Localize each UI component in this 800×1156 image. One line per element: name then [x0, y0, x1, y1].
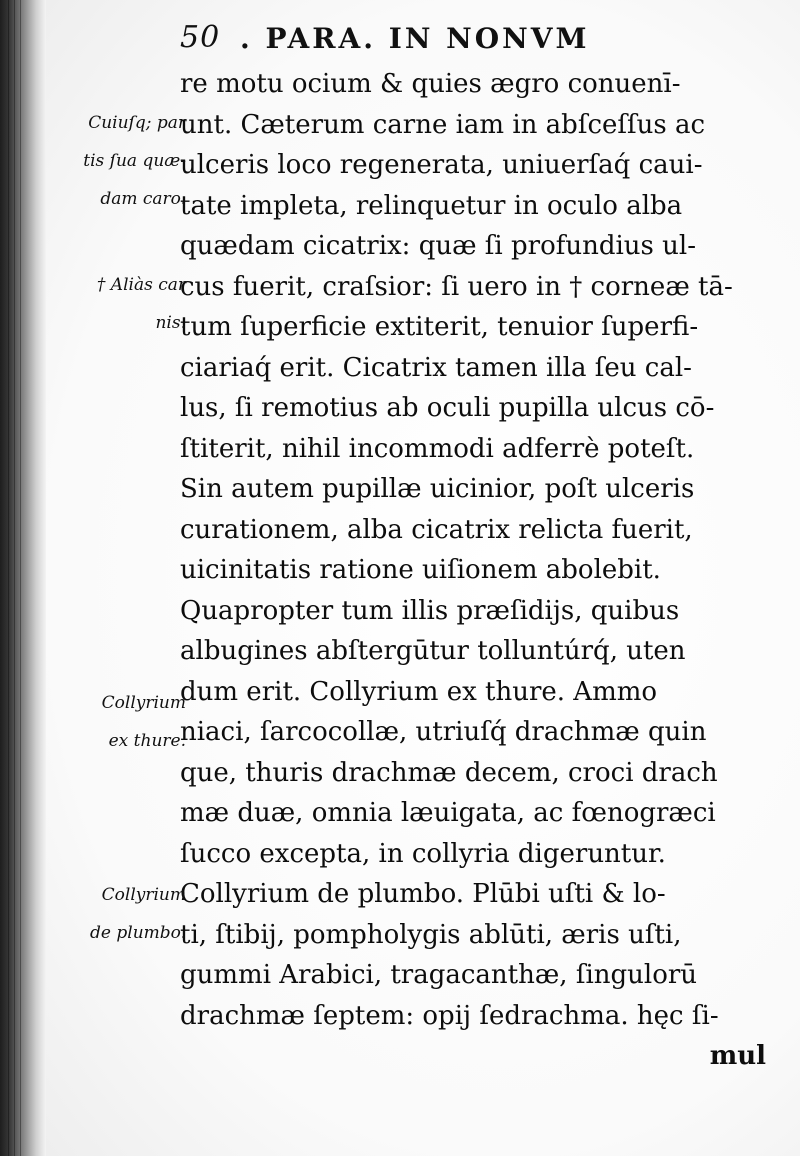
text-line: ciariaq́ erit. Cicatrix tamen illa ſeu cal- [180, 352, 692, 383]
text-line: drachmæ ſeptem: opij ſedrachma. hęc ſi- [180, 1000, 719, 1031]
text-line: ti, ſtibij, pompholygis ablūti, æris uſti, [180, 919, 682, 950]
text-line: ulceris loco regenerata, uniuerſaq́ caui- [180, 150, 703, 180]
text-line: Sin autem pupillæ uicinior, poſt ulceris [180, 474, 695, 504]
gutter-edge-line [8, 0, 9, 1156]
running-title: . PARA. IN NONVM [240, 22, 590, 55]
text-line: unt. Cæterum carne iam in abſceſſus ac [180, 109, 706, 140]
margin-note-alias [38, 266, 186, 342]
text-line: ſtiterit, nihil incommodi adferrè poteſt. [180, 433, 695, 464]
main-text-block [180, 64, 780, 1077]
margin-note-line: ex thure. [108, 731, 186, 751]
text-line: gummi Arabici, tragacanthæ, ſingulorū [180, 960, 698, 990]
text-line: niaci, ſarcocollæ, utriuſq́ drachmæ quin [180, 717, 707, 747]
text-line: que, thuris drachmæ decem, croci drach [180, 757, 718, 788]
margin-note-line: Cuiuſq; par [88, 113, 186, 133]
page-number: 50 [180, 20, 221, 55]
margin-note-line: de plumbo. [90, 923, 186, 943]
text-line: cus fuerit, craſsior: ſi uero in † corneæ tā- [180, 271, 733, 302]
gutter-edge-line [14, 0, 15, 1156]
text-line: Collyrium de plumbo. Plūbi uſti & lo- [180, 879, 666, 909]
text-line: quædam cicatrix: quæ ſi profundius ul- [180, 231, 697, 261]
text-line: tate impleta, relinquetur in oculo alba [180, 190, 683, 221]
text-line: dum erit. Collyrium ex thure. Ammo [180, 676, 658, 707]
margin-note-line: dam caro. [100, 189, 186, 209]
text-line: ſucco excepta, in collyria digeruntur. [180, 838, 666, 869]
margin-note-collyrium-plumbo [38, 876, 186, 952]
margin-note-line: Collyrium [101, 693, 186, 713]
text-line: curationem, alba cicatrix relicta fuerit, [180, 514, 693, 545]
margin-note-line: tis ſua quæ- [83, 151, 186, 171]
text-line: lus, ſi remotius ab oculi pupilla ulcus cō- [180, 393, 715, 423]
margin-note-line: Collyrium [101, 885, 186, 905]
page-header [180, 16, 740, 66]
text-line: re motu ocium & quies ægro conuenī- [180, 69, 681, 99]
margin-note-line: nis. [155, 313, 186, 333]
margin-note-line: † Aliàs car [96, 275, 186, 295]
gutter-edge-line [20, 0, 21, 1156]
text-line: mæ duæ, omnia læuigata, ac fœnogræci [180, 798, 716, 828]
margin-note-cuiusq [38, 104, 186, 218]
text-line: uicinitatis ratione uiſionem abolebit. [180, 555, 661, 585]
text-line: tum ſuperficie extiterit, tenuior ſuperfi- [180, 312, 699, 342]
margin-note-collyrium-thure [38, 684, 186, 760]
text-line: albugines abſtergūtur tolluntúrq́, uten [180, 636, 686, 666]
text-line: mul [709, 1041, 766, 1071]
text-line: Quapropter tum illis præſidijs, quibus [180, 595, 680, 626]
